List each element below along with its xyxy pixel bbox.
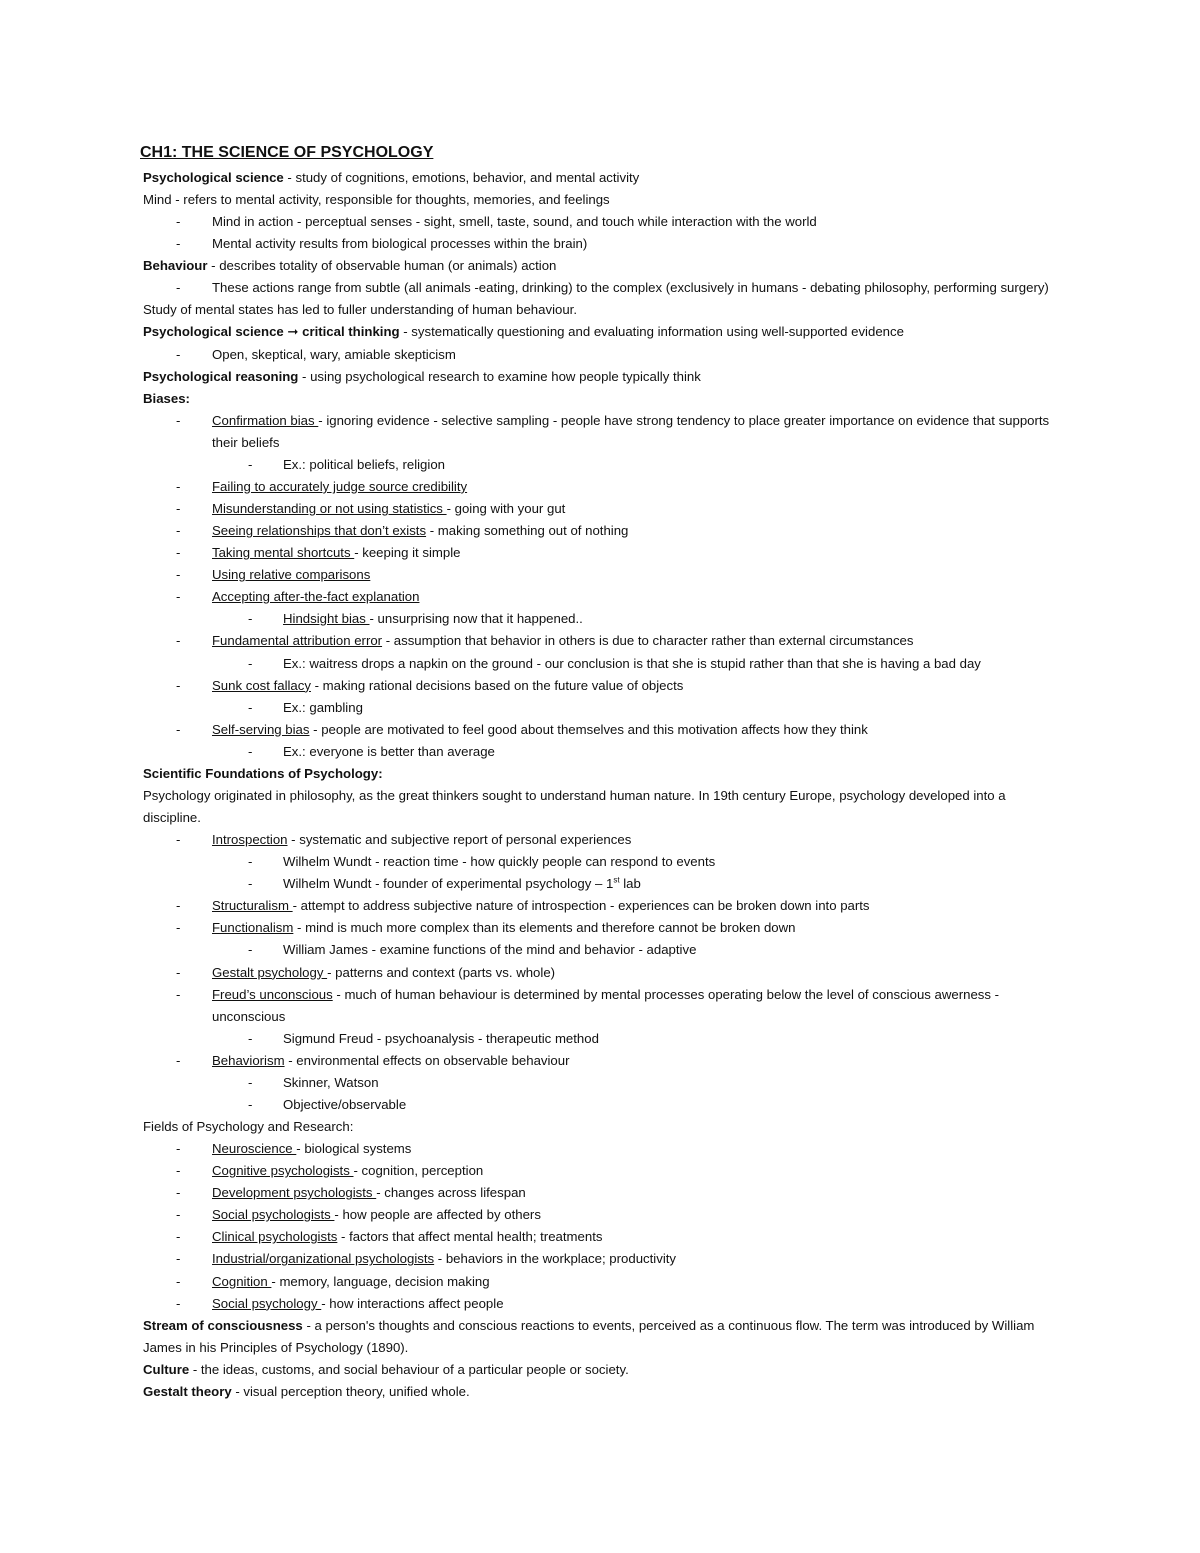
term-underlined: Industrial/organizational psychologists (212, 1251, 435, 1267)
term-underlined: Cognitive psychologists (212, 1163, 354, 1179)
note-text (212, 1229, 602, 1245)
bullet-dash: - (176, 1163, 181, 1179)
note-text (212, 280, 1049, 296)
bullet-dash: - (176, 920, 181, 936)
bullet-dash: - (176, 501, 181, 517)
note-text (212, 479, 467, 495)
term-bold: Stream of consciousness (143, 1317, 303, 1333)
text-run: - attempt to address subjective nature of introspection - experiences can be broken down into parts (292, 898, 870, 914)
bullet-dash: - (248, 1096, 253, 1112)
note-text (212, 545, 460, 561)
text-run: - making something out of nothing (426, 523, 629, 539)
note-text (143, 302, 577, 318)
text-run: - assumption that behavior in others is due to character rather than external circumstances (382, 633, 914, 649)
bullet-dash: - (248, 942, 253, 958)
term-bold: Scientific Foundations of Psychology: (143, 765, 383, 781)
bullet-dash: - (176, 478, 181, 494)
bullet-dash: - (248, 854, 253, 870)
text-run: Open, skeptical, wary, amiable skepticism (212, 346, 456, 362)
note-text (283, 656, 981, 672)
bullet-dash: - (176, 214, 181, 230)
term-underlined: Gestalt psychology (212, 964, 328, 980)
note-text (212, 347, 456, 363)
term-underlined: Self-serving bias (212, 721, 310, 737)
text-run: - how interactions affect people (321, 1295, 504, 1311)
note-text (143, 810, 201, 826)
bullet-dash: - (176, 1141, 181, 1157)
bullet-dash: - (248, 1074, 253, 1090)
term-underlined: Accepting after-the-fact explanation (212, 589, 420, 605)
bullet-dash: - (248, 611, 253, 627)
term-underlined: Introspection (212, 832, 288, 848)
term-underlined: Cognition (212, 1273, 272, 1289)
term-underlined: Neuroscience (212, 1141, 297, 1157)
text-run: - changes across lifespan (376, 1185, 526, 1201)
text-run: Objective/observable (283, 1096, 407, 1112)
text-run: - describes totality of observable human (or animals) action (207, 258, 557, 274)
note-text (143, 788, 1006, 804)
text-run: - much of human behaviour is determined by mental processes operating below the level of conscious awerness - (332, 986, 1000, 1002)
text-run: - a person's thoughts and conscious reactions to events, perceived as a continuous flow. The term was introduced by William (302, 1317, 1035, 1333)
text-run: Fields of Psychology and Research: (143, 1119, 354, 1134)
term-underlined: Behaviorism (212, 1052, 285, 1068)
text-run: Ex.: waitress drops a napkin on the ground - our conclusion is that she is stupid rather than that she is having a bad day (283, 655, 981, 671)
note-text (212, 589, 419, 605)
text-run: Mental activity results from biological processes within the brain) (212, 236, 588, 252)
note-text (143, 1384, 470, 1400)
text-run: - making rational decisions based on the future value of objects (310, 677, 684, 693)
term-underlined: Structuralism (212, 898, 293, 914)
note-text (212, 965, 555, 981)
note-text (212, 898, 870, 914)
term-underlined: Using relative comparisons (212, 567, 371, 583)
text-run: - systematically questioning and evaluating information using well-supported evidence (399, 324, 904, 340)
text-run: - biological systems (296, 1141, 412, 1157)
text-run: Psychology originated in philosophy, as the great thinkers sought to understand human nature. In 19th century Europe, psychology developed into a (143, 787, 1006, 803)
text-run: These actions range from subtle (all animals -eating, drinking) to the complex (exclusively in humans - debating philosophy, performing surgery) (212, 280, 1049, 296)
text-run: - people are motivated to feel good about themselves and this motivation affects how they think (309, 721, 868, 737)
note-text (212, 1009, 285, 1025)
note-text (212, 987, 999, 1003)
term-bold: Psychological reasoning (143, 368, 299, 384)
note-text (283, 876, 641, 892)
note-text (212, 920, 795, 936)
text-run: - factors that affect mental health; treatments (337, 1229, 603, 1245)
note-text (212, 1207, 541, 1223)
term-underlined: Social psychology (212, 1295, 322, 1311)
bullet-dash: - (248, 456, 253, 472)
term-underlined: Seeing relationships that don’t exists (212, 523, 427, 539)
bullet-dash: - (176, 1207, 181, 1223)
text-run: Wilhelm Wundt - reaction time - how quickly people can respond to events (283, 854, 716, 870)
term-underlined: Clinical psychologists (212, 1229, 338, 1245)
note-text (283, 1031, 599, 1047)
note-text (212, 501, 565, 517)
text-run: - study of cognitions, emotions, behavior, and mental activity (283, 170, 640, 185)
term-underlined: Social psychologists (212, 1207, 335, 1223)
note-text (143, 1340, 408, 1356)
note-text (212, 633, 914, 649)
bullet-dash: - (176, 412, 181, 428)
bullet-dash: - (176, 589, 181, 605)
note-text (212, 1141, 411, 1157)
term-underlined: Development psychologists (212, 1185, 377, 1201)
note-text (143, 766, 383, 782)
text-run: - ignoring evidence - selective sampling - people have strong tendency to place greater importance on evidence that supports (318, 412, 1050, 428)
text-run: discipline. (143, 810, 201, 826)
term-bold: Psychological science (143, 170, 284, 185)
note-text (212, 567, 370, 583)
bullet-dash: - (248, 699, 253, 715)
text-run: lab (619, 876, 641, 892)
text-run: - visual perception theory, unified whole. (231, 1383, 470, 1399)
note-text (283, 700, 363, 716)
term-underlined: Taking mental shortcuts (212, 545, 355, 561)
bullet-dash: - (176, 633, 181, 649)
note-text (143, 170, 639, 186)
bullet-dash: - (248, 876, 253, 892)
text-run: - behaviors in the workplace; productivity (434, 1251, 677, 1267)
term-underlined: Misunderstanding or not using statistics (212, 501, 447, 517)
note-text (212, 1296, 504, 1312)
bullet-dash: - (176, 236, 181, 252)
bullet-dash: - (176, 677, 181, 693)
bullet-dash: - (248, 743, 253, 759)
text-run: - going with your gut (446, 501, 566, 517)
bullet-dash: - (176, 1185, 181, 1201)
bullet-dash: - (176, 1229, 181, 1245)
term-underlined: Confirmation bias (212, 412, 319, 428)
note-text (283, 942, 696, 958)
text-run: - systematic and subjective report of personal experiences (287, 832, 632, 848)
note-text (143, 258, 556, 274)
text-run: Mind - refers to mental activity, responsible for thoughts, memories, and feelings (143, 192, 610, 208)
text-run: their beliefs (212, 434, 280, 450)
bullet-dash: - (176, 832, 181, 848)
text-run: - memory, language, decision making (271, 1273, 490, 1289)
bullet-dash: - (176, 567, 181, 583)
text-run: - patterns and context (parts vs. whole) (327, 964, 556, 980)
note-text (212, 236, 587, 252)
bullet-dash: - (176, 1273, 181, 1289)
note-text (283, 854, 715, 870)
text-run: Mind in action - perceptual senses - sight, smell, taste, sound, and touch while interaction with the world (212, 214, 817, 230)
text-run: Wilhelm Wundt - founder of experimental psychology – 1 (283, 876, 614, 892)
term-underlined: Fundamental attribution error (212, 633, 383, 649)
note-text (283, 1075, 379, 1091)
note-text (283, 611, 583, 627)
text-run: - mind is much more complex than its elements and therefore cannot be broken down (293, 920, 796, 936)
text-run: James in his Principles of Psychology (1890). (143, 1339, 409, 1355)
bullet-dash: - (176, 545, 181, 561)
bullet-dash: - (176, 280, 181, 296)
bullet-dash: - (176, 1052, 181, 1068)
note-text (283, 457, 445, 473)
term-bold: Behaviour (143, 258, 208, 274)
note-text (212, 1053, 569, 1069)
note-text (283, 744, 495, 760)
text-run: William James - examine functions of the mind and behavior - adaptive (283, 942, 697, 958)
note-text (143, 1119, 353, 1135)
text-run: Ex.: gambling (283, 699, 363, 715)
note-text (212, 1185, 526, 1201)
text-run: - the ideas, customs, and social behaviour of a particular people or society. (189, 1361, 629, 1377)
term-underlined: Functionalism (212, 920, 294, 936)
bullet-dash: - (176, 1295, 181, 1311)
note-text (143, 324, 904, 340)
note-text (143, 1318, 1034, 1334)
term-bold: Psychological science ➞ critical thinking (143, 324, 400, 340)
term-bold: Culture (143, 1361, 190, 1377)
term-underlined: Sunk cost fallacy (212, 677, 311, 693)
note-text (212, 214, 817, 230)
bullet-dash: - (248, 655, 253, 671)
text-run: - keeping it simple (354, 545, 461, 561)
bullet-dash: - (248, 1030, 253, 1046)
bullet-dash: - (176, 898, 181, 914)
term-bold: Gestalt theory (143, 1383, 232, 1399)
note-text (212, 523, 628, 539)
note-text (143, 192, 610, 208)
note-text (143, 391, 190, 407)
note-text (212, 1163, 483, 1179)
bullet-dash: - (176, 346, 181, 362)
text-run: - unsurprising now that it happened.. (369, 611, 583, 627)
bullet-dash: - (176, 523, 181, 539)
text-run: st (613, 875, 620, 885)
note-text (212, 832, 631, 848)
bullet-dash: - (176, 1251, 181, 1267)
text-run: - cognition, perception (353, 1163, 484, 1179)
note-text (212, 413, 1049, 429)
note-text (283, 1097, 406, 1113)
term-underlined: Failing to accurately judge source credibility (212, 478, 468, 494)
note-text (212, 1251, 676, 1267)
bullet-dash: - (176, 964, 181, 980)
text-run: unconscious (212, 1008, 286, 1024)
text-run: Skinner, Watson (283, 1074, 379, 1090)
note-text (212, 435, 279, 451)
note-text (212, 678, 683, 694)
text-run: Ex.: political beliefs, religion (283, 456, 445, 472)
note-text (212, 1274, 490, 1290)
note-text (212, 722, 868, 738)
text-run: Sigmund Freud - psychoanalysis - therapeutic method (283, 1030, 599, 1046)
bullet-dash: - (176, 986, 181, 1002)
term-bold: Biases: (143, 390, 190, 406)
text-run: - using psychological research to examine how people typically think (298, 368, 701, 384)
text-run: Ex.: everyone is better than average (283, 743, 495, 759)
text-run: Study of mental states has led to fuller understanding of human behaviour. (143, 302, 577, 318)
text-run: - how people are affected by others (334, 1207, 541, 1223)
bullet-dash: - (176, 721, 181, 737)
term-underlined: Freud’s unconscious (212, 986, 333, 1002)
text-run: - environmental effects on observable behaviour (284, 1052, 570, 1068)
page-title: CH1: THE SCIENCE OF PSYCHOLOGY (140, 144, 434, 161)
note-text (143, 1362, 629, 1378)
term-underlined: Hindsight bias (283, 611, 370, 627)
note-text (143, 369, 701, 385)
